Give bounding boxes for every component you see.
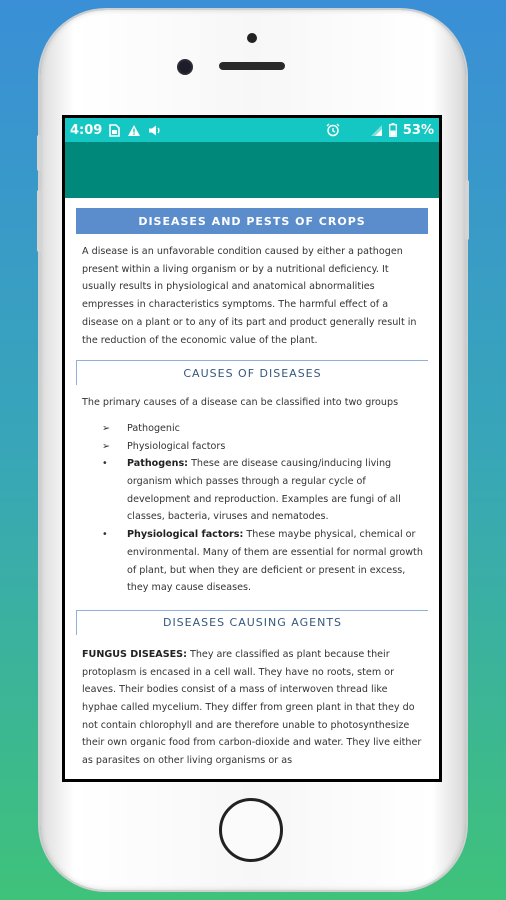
- causes-intro: The primary causes of a disease can be classified into two groups: [82, 397, 399, 409]
- warning-icon: [127, 124, 141, 137]
- arrow-bullet-icon: ➢: [102, 422, 111, 434]
- mute-switch: [37, 135, 41, 171]
- article-content[interactable]: [65, 198, 439, 779]
- arrow-bullet-icon: ➢: [102, 440, 111, 452]
- phone-screen: [62, 115, 442, 782]
- signal-icon: [370, 124, 383, 137]
- front-camera-icon: [177, 59, 193, 75]
- causes-heading: CAUSES OF DISEASES: [76, 360, 428, 385]
- fungus-paragraph: [82, 646, 422, 770]
- battery-percent: 53%: [402, 122, 434, 138]
- list-item: [102, 420, 425, 438]
- power-button: [465, 180, 469, 240]
- sound-icon: [148, 124, 162, 137]
- fungus-term: FUNGUS DISEASES:: [82, 648, 187, 660]
- sensor-icon: [247, 33, 257, 43]
- list-item-text: These are disease causing/inducing living organism which passes through a regular cycle of development and reproduction. Examples are fungi of all classes, bacteria, viruses and nematodes.: [127, 458, 401, 523]
- causes-list: [102, 420, 425, 597]
- list-item-text: Physiological factors: [127, 440, 226, 452]
- list-item-term: Physiological factors:: [127, 529, 244, 541]
- clock: 4:09: [70, 122, 103, 138]
- earpiece-speaker: [219, 62, 285, 70]
- bullet-icon: •: [102, 458, 108, 470]
- alarm-icon: [326, 123, 340, 137]
- home-button[interactable]: [219, 798, 283, 862]
- list-item-term: Pathogens:: [127, 458, 189, 470]
- status-bar: [65, 118, 439, 142]
- battery-icon: [389, 123, 397, 137]
- list-item-text: These maybe physical, chemical or environmental. Many of them are essential for normal growth of plant, but when they are deficient or present in excess, they may cause diseases.: [127, 529, 423, 594]
- app-toolbar: [65, 142, 439, 198]
- article-title: DISEASES AND PESTS OF CROPS: [76, 208, 428, 234]
- sim-card-icon: [109, 124, 120, 137]
- agents-heading: DISEASES CAUSING AGENTS: [76, 610, 428, 635]
- intro-paragraph: A disease is an unfavorable condition caused by either a pathogen present within a living organism or by a nutritional deficiency. It usually results in physiological and anatomical abnormalities empresses in characteristics symptoms. The harmful effect of a disease on a plant or to any of its part and product generally result in the reduction of the economic value of the plant.: [82, 246, 417, 346]
- bullet-icon: •: [102, 529, 108, 541]
- list-item: [102, 455, 425, 526]
- list-item: [102, 438, 425, 456]
- fungus-text: They are classified as plant because their protoplasm is encased in a cell wall. They have no roots, stem or leaves. Their bodies consist of a mass of interwoven thread like hyphae called mycelium. They differ from green plant in that they do not contain chlorophyll and are therefore unable to photosynthesize their own organic food from carbon-dioxide and water. They live either as parasites on other living organisms or as: [82, 648, 422, 767]
- volume-buttons: [37, 190, 41, 252]
- list-item: [102, 526, 425, 597]
- list-item-text: Pathogenic: [127, 422, 180, 434]
